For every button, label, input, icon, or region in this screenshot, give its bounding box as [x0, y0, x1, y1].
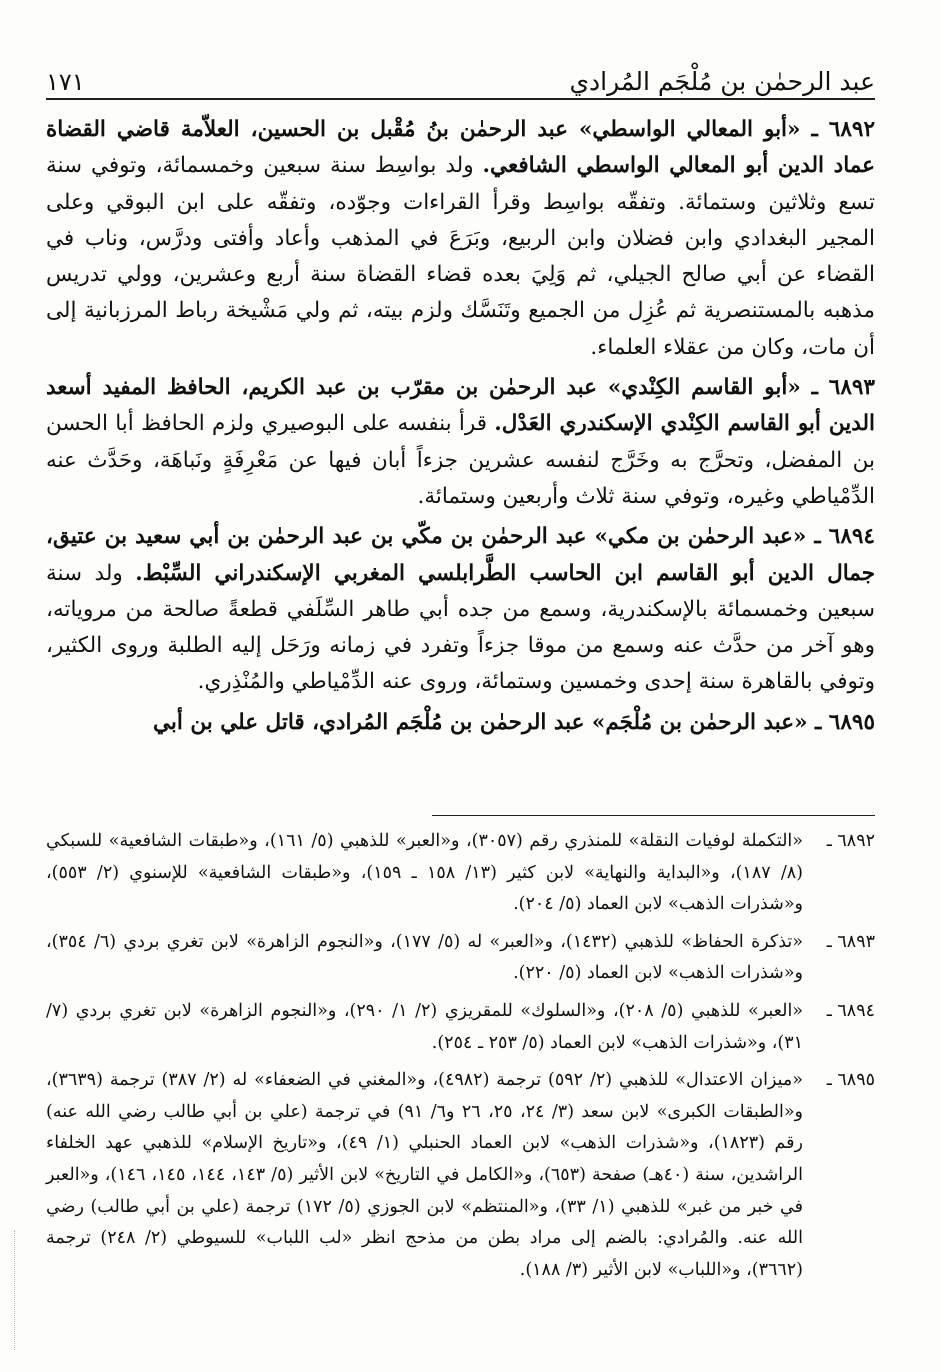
running-title: عبد الرحمٰن بن مُلْجَم المُرادي: [569, 67, 875, 96]
main-text: [46, 112, 875, 745]
footnote-6892: [46, 826, 875, 921]
entry-6892: [46, 112, 875, 366]
footnote-text: «التكملة لوفيات النقلة» للمنذري رقم (٣٠٥٧)، و«العبر» للذهبي (٥/ ١٦١)، و«طبقات الشافعية» للسبكي (٨/ ١٨٧)، و«البداية والنهاية» لابن كثير (١٣/ ١٥٨ ـ ١٥٩)، و«طبقات الشافعية» للإسنوي (٢/ ٥٥٣)، و«شذرات الذهب» لابن العماد (٥/ ٢٠٤).: [46, 831, 803, 915]
page-header: [46, 48, 875, 102]
entry-separator: ـ: [800, 375, 829, 401]
entry-heading: «عبد الرحمٰن بن مكي» عبد الرحمٰن بن مكّي بن عبد الرحمٰن بن أبي سعيد بن عتيق، جمال الدين أبو القاسم ابن الحاسب الطَّرابلسي المغربي الإسكندراني السِّبْط.: [46, 524, 875, 586]
footnote-text: «تذكرة الحفاظ» للذهبي (١٤٣٢)، و«العبر» له (٥/ ١٧٧)، و«النجوم الزاهرة» لابن تغري بردي (٦/ ٣٥٤)، و«شذرات الذهب» لابن العماد (٥/ ٢٢٠).: [46, 931, 803, 984]
entry-number: ٦٨٩٢: [828, 117, 875, 142]
entry-number: ٦٨٩٣: [828, 375, 875, 401]
page-number: ١٧١: [46, 68, 85, 96]
footnote-number: ٦٨٩٥ ـ: [826, 1070, 875, 1091]
entry-number: ٦٨٩٤: [828, 524, 875, 550]
entry-separator: ـ: [807, 709, 829, 735]
footnote-rule: [432, 815, 875, 816]
entry-separator: ـ: [800, 117, 829, 142]
scan-margin-mark: [14, 1230, 15, 1350]
footnote-6895: [46, 1065, 875, 1286]
entry-body: قرأ بنفسه على البوصيري ولزم الحافظ أبا الحسن بن المفضل، وتحرَّج به وخَرَّج لنفسه عشرين جزءاً أبان فيها عن مَعْرِفَةٍ ونَباهَة، وحَدَّث عنه الدِّمْياطي وغيره، وتوفي سنة ثلاث وأربعين وستمائة.: [46, 411, 875, 509]
footnote-6893: [46, 927, 875, 990]
entry-6895: [46, 705, 875, 741]
entry-6893: [46, 370, 875, 515]
header-rule: [46, 98, 875, 100]
entry-heading: «عبد الرحمٰن بن مُلْجَم» عبد الرحمٰن بن مُلْجَم المُرادي، قاتل علي بن أبي: [153, 709, 808, 735]
entry-heading: «أبو القاسم الكِنْدي» عبد الرحمٰن بن مقرّب بن عبد الكريم، الحافظ المفيد أسعد الدين أبو القاسم الكِنْدي الإسكندري العَدْل.: [46, 375, 876, 437]
entry-body: ولد سنة سبعين وخمسمائة بالإسكندرية، وسمع من جده أبي طاهر السِّلَفي قطعةً صالحة من مروياته، وهو آخر من حدَّث عنه وسمع من موقا جزءاً وتفرد في زمانه ورَحَل إليه الطلبة وروى الكثير، وتوفي بالقاهرة سنة إحدى وخمسين وستمائة، وروى عنه الدِّمْياطي والمُنْذِري.: [46, 560, 875, 695]
footnote-text: «ميزان الاعتدال» للذهبي (٢/ ٥٩٢) ترجمة (٤٩٨٢)، و«المغني في الضعفاء» له (٢/ ٣٨٧) ترجمة (٣٦٣٩)، و«الطبقات الكبرى» لابن سعد (٣/ ٢٤، ٢٥، ٢٦ و٦/ ٩١) في ترجمة (علي بن أبي طالب رضي الله عنه) رقم (١٨٢٣)، و«شذرات الذهب» لابن العماد الحنبلي (١/ ٤٩)، و«تاريخ الإسلام» للذهبي عهد الخلفاء الراشدين، سنة (٤٠هـ) صفحة (٦٥٣)، و«الكامل في التاريخ» لابن الأثير (٥/ ١٤٣، ١٤٤، ١٤٥، ١٤٦)، و«العبر في خبر من غبر» للذهبي (١/ ٣٣)، و«المنتظم» لابن الجوزي (٥/ ١٧٢) ترجمة (علي بن أبي طالب) رضي الله عنه. والمُرادي: بالضم إلى مراد بطن من مذحج انظر «لب اللباب» للسيوطي (٢/ ٢٤٨) ترجمة (٣٦٦٢)، و«اللباب» لابن الأثير (٣/ ١٨٨).: [46, 1070, 803, 1280]
footnote-text: «العبر» للذهبي (٥/ ٢٠٨)، و«السلوك» للمقريزي (٢/ ١/ ٢٩٠)، و«النجوم الزاهرة» لابن تغري بردي (٧/ ٣١)، و«شذرات الذهب» لابن العماد (٥/ ٢٥٣ ـ ٢٥٤).: [46, 1000, 804, 1053]
entry-body: ولد بواسِط سنة سبعين وخمسمائة، وتوفي سنة تسع وثلاثين وستمائة. وتفقّه بواسِط وقرأ القراءات وجوّده، وتفقّه على ابن البوقي وعلى المجير البغدادي وابن فضلان وابن الربيع، وبَرَعَ في المذهب وأعاد وأفتى ودرَّس، وناب في القضاء عن أبي صالح الجيلي، ثم وَلِيَ بعده قضاء القضاة سنة أربع وعشرين، وولي تدريس مذهبه بالمستنصرية ثم عُزِل من الجميع وتَنَسَّك ولزم بيته، ثم ولي مَشْيخة رباط المرزبانية إلى أن مات، وكان من عقلاء العلماء.: [46, 153, 875, 360]
entry-heading: «أبو المعالي الواسطي» عبد الرحمٰن بنُ مُقْبل بن الحسين، العلاّمة قاضي القضاة عماد الدين أبو المعالي الواسطي الشافعي.: [46, 117, 875, 179]
entry-6894: [46, 519, 875, 700]
entry-separator: ـ: [806, 524, 829, 550]
footnote-number: ٦٨٩٣ ـ: [826, 931, 875, 952]
footnote-number: ٦٨٩٤ ـ: [826, 1000, 875, 1021]
footnote-6894: [46, 996, 875, 1059]
entry-number: ٦٨٩٥: [828, 709, 875, 735]
footnotes: [46, 826, 875, 1292]
footnote-number: ٦٨٩٢ ـ: [826, 831, 875, 851]
